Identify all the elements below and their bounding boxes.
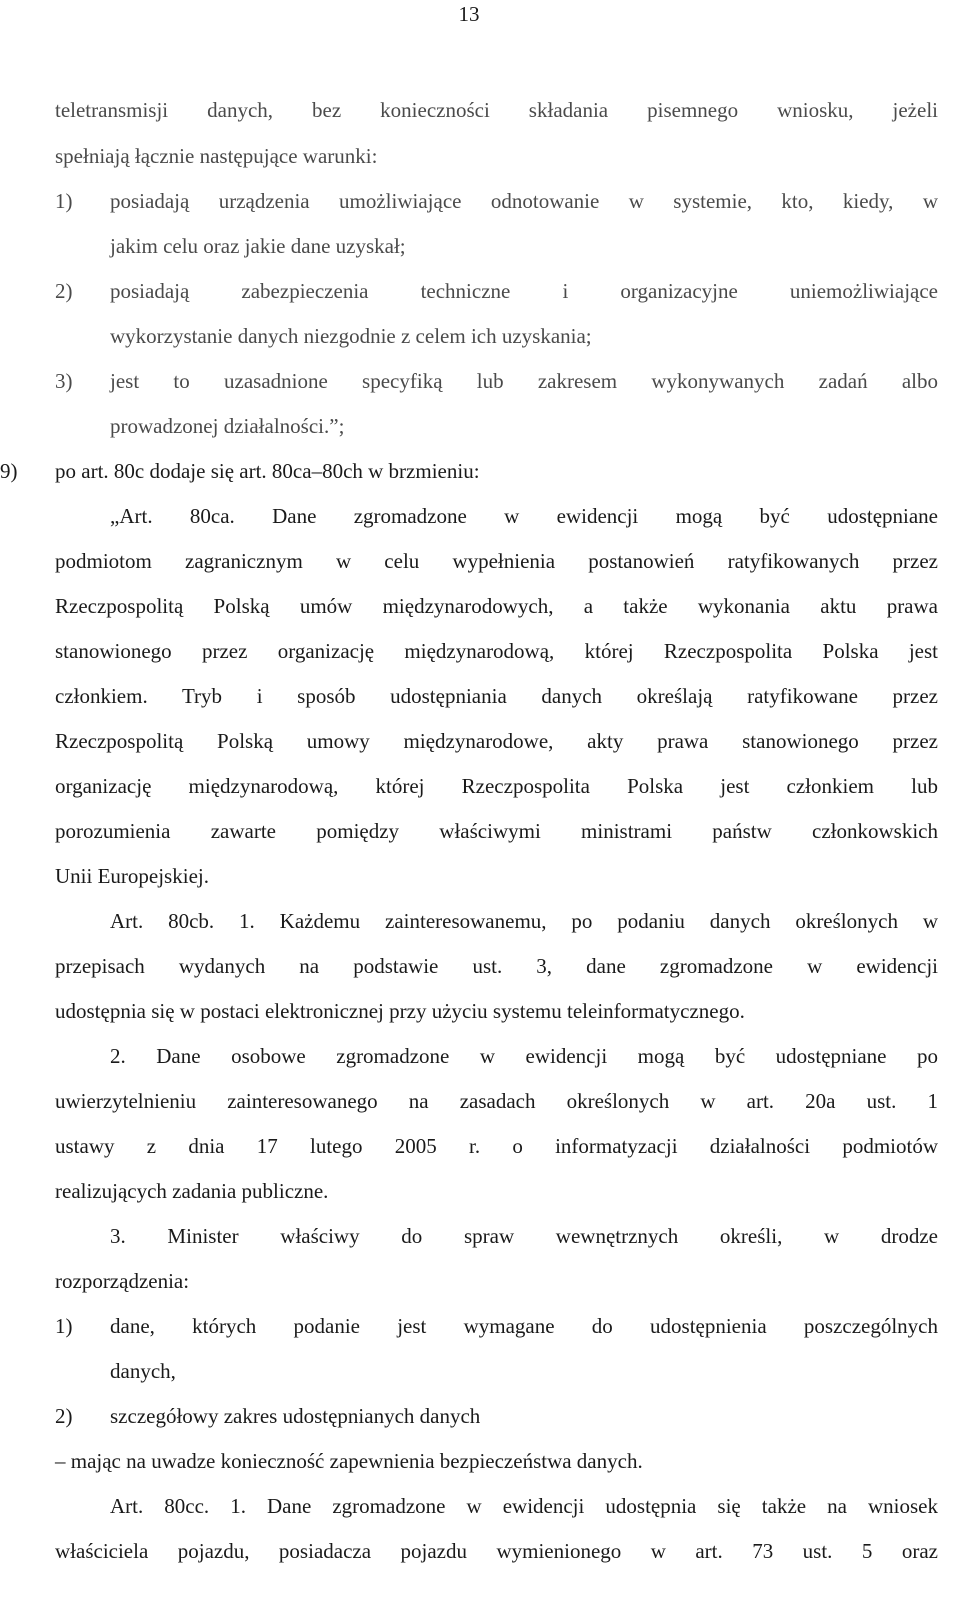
page-number: 13 — [458, 2, 480, 26]
list-item-line: jakim celu oraz jakie dane uzyskał; — [110, 234, 406, 258]
list-item-line: prowadzonej działalności.”; — [110, 414, 345, 438]
paragraph-line: teletransmisji danych, bez konieczności składania pisemnego wniosku, jeżeli — [55, 98, 938, 122]
article-line: 3. Minister właściwy do spraw wewnętrznych określi, w drodze — [110, 1224, 938, 1248]
list-number: 2) — [55, 279, 73, 303]
article-line: Art. 80cb. 1. Każdemu zainteresowanemu, po podaniu danych określonych w — [110, 909, 938, 933]
article-line: przepisach wydanych na podstawie ust. 3, dane zgromadzone w ewidencji — [55, 954, 938, 978]
article-line: – mając na uwadze konieczność zapewnienia bezpieczeństwa danych. — [55, 1449, 643, 1473]
article-line: właściciela pojazdu, posiadacza pojazdu wymienionego w art. 73 ust. 5 oraz — [55, 1539, 938, 1563]
list-item-line: wykorzystanie danych niezgodnie z celem ich uzyskania; — [110, 324, 592, 348]
point-number: 9) — [0, 459, 18, 483]
article-line: rozporządzenia: — [55, 1269, 190, 1293]
list-item-line: danych, — [110, 1359, 176, 1383]
article-line: stanowionego przez organizację międzynarodową, której Rzeczpospolita Polska jest — [55, 639, 938, 663]
article-line: realizujących zadania publiczne. — [55, 1179, 329, 1203]
list-item-line: dane, których podanie jest wymagane do udostępnienia poszczególnych — [110, 1314, 938, 1338]
article-line: podmiotom zagranicznym w celu wypełnienia postanowień ratyfikowanych przez — [55, 549, 938, 573]
paragraph-line: spełniają łącznie następujące warunki: — [55, 144, 378, 168]
list-number: 3) — [55, 369, 73, 393]
article-line: Art. 80cc. 1. Dane zgromadzone w ewidencji udostępnia się także na wniosek — [110, 1494, 938, 1518]
article-line: udostępnia się w postaci elektronicznej przy użyciu systemu teleinformatycznego. — [55, 999, 745, 1023]
article-line: porozumienia zawarte pomiędzy właściwymi ministrami państw członkowskich — [55, 819, 938, 843]
list-number: 1) — [55, 189, 73, 213]
article-line: „Art. 80ca. Dane zgromadzone w ewidencji mogą być udostępniane — [110, 504, 938, 528]
list-number: 1) — [55, 1314, 73, 1338]
article-line: Rzeczpospolitą Polską umów międzynarodowych, a także wykonania aktu prawa — [55, 594, 938, 618]
list-item-line: posiadają urządzenia umożliwiające odnotowanie w systemie, kto, kiedy, w — [110, 189, 938, 213]
list-item-line: jest to uzasadnione specyfiką lub zakresem wykonywanych zadań albo — [110, 369, 938, 393]
article-line: organizację międzynarodową, której Rzeczpospolita Polska jest członkiem lub — [55, 774, 938, 798]
article-line: 2. Dane osobowe zgromadzone w ewidencji mogą być udostępniane po — [110, 1044, 938, 1068]
article-line: ustawy z dnia 17 lutego 2005 r. o informatyzacji działalności podmiotów — [55, 1134, 938, 1158]
article-line: uwierzytelnieniu zainteresowanego na zasadach określonych w art. 20a ust. 1 — [55, 1089, 938, 1113]
list-number: 2) — [55, 1404, 73, 1428]
article-line: Rzeczpospolitą Polską umowy międzynarodowe, akty prawa stanowionego przez — [55, 729, 938, 753]
list-item-line: szczegółowy zakres udostępnianych danych — [110, 1404, 481, 1428]
point-line: po art. 80c dodaje się art. 80ca–80ch w brzmieniu: — [55, 459, 480, 483]
list-item-line: posiadają zabezpieczenia techniczne i organizacyjne uniemożliwiające — [110, 279, 938, 303]
article-line: Unii Europejskiej. — [55, 864, 209, 888]
article-line: członkiem. Tryb i sposób udostępniania danych określają ratyfikowane przez — [55, 684, 938, 708]
